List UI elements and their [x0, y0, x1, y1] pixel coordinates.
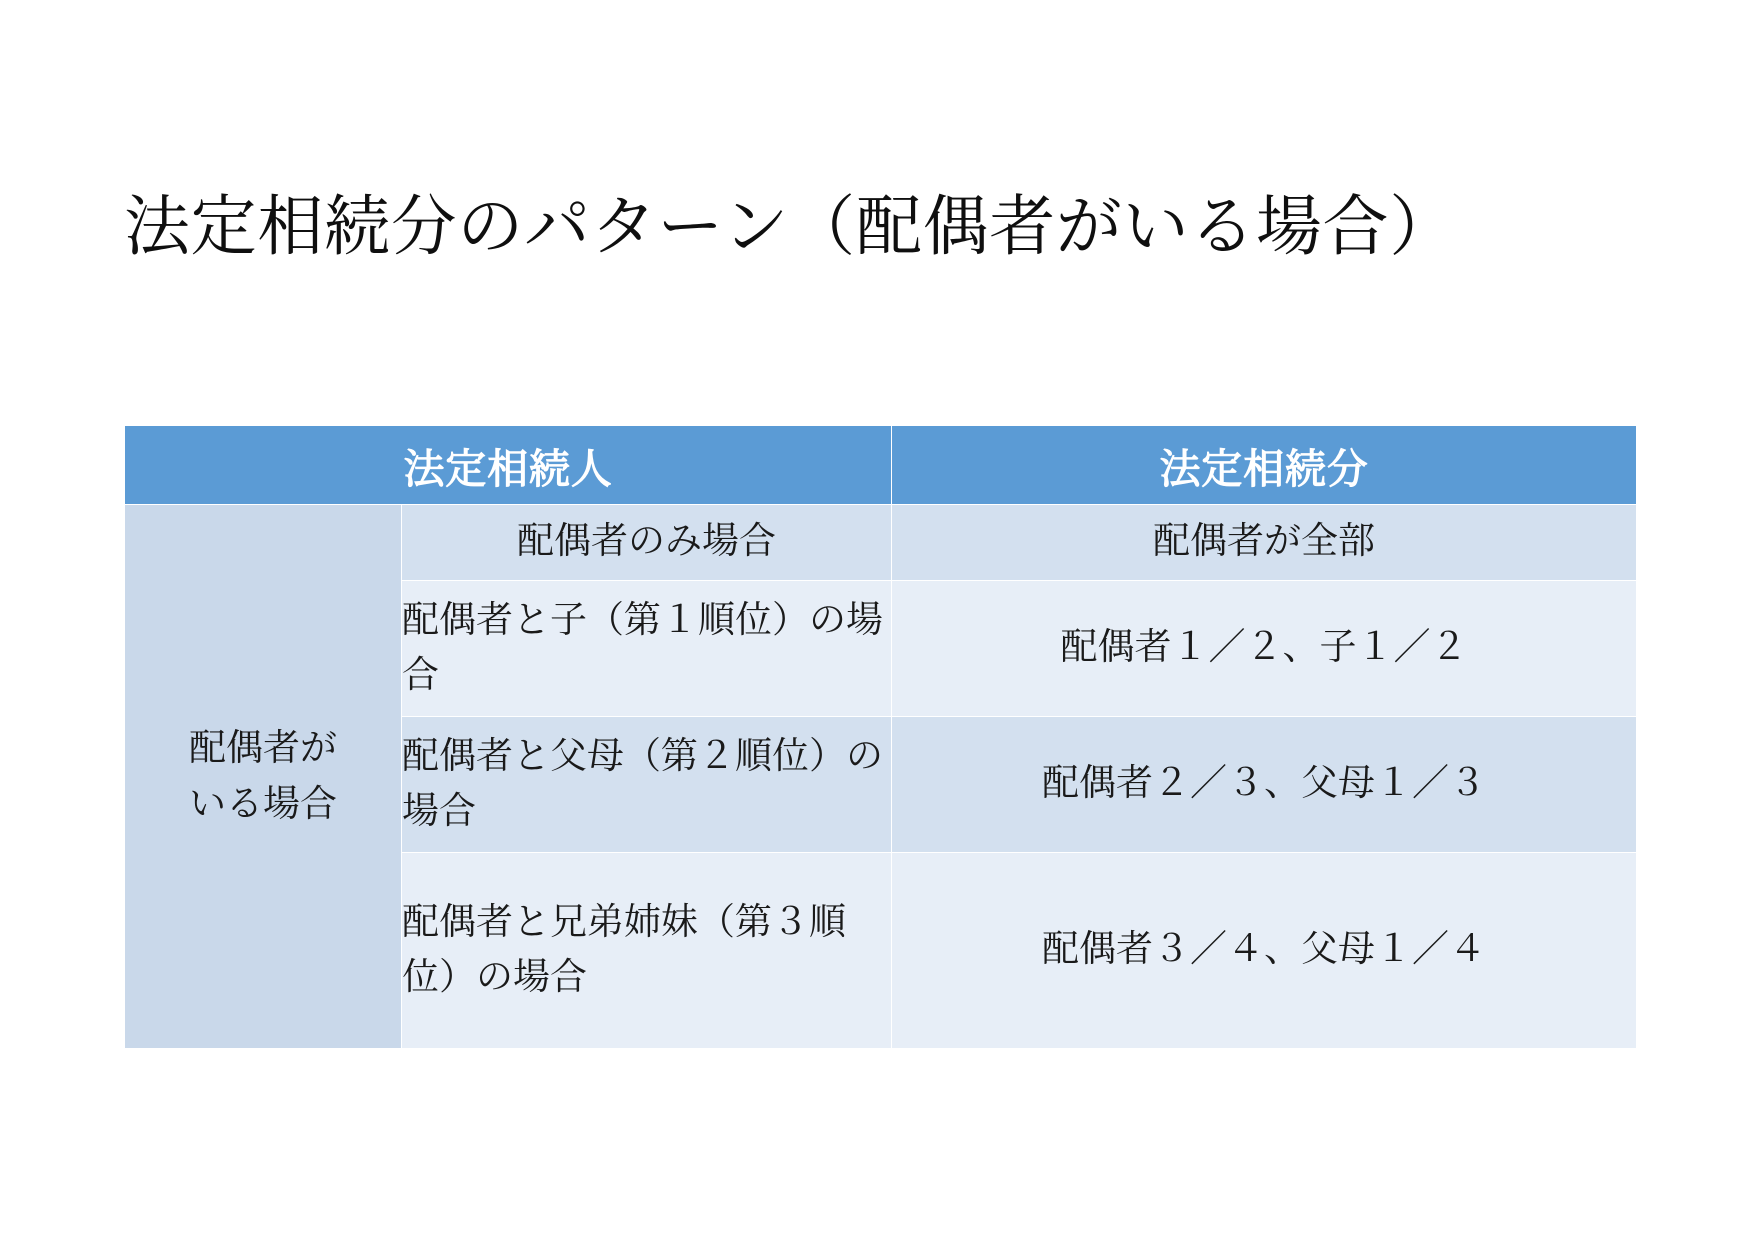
table-row [125, 505, 1637, 581]
category-label-line-1: 配偶者が [189, 728, 337, 769]
column-header-heir: 法定相続人 [125, 426, 892, 505]
heir-cell: 配偶者と子（第１順位）の場合 [402, 581, 892, 717]
legal-share-table [124, 425, 1637, 1049]
category-cell-spouse-exists [125, 505, 402, 1049]
share-cell: 配偶者１／２、子１／２ [892, 581, 1637, 717]
heir-cell: 配偶者と兄弟姉妹（第３順位）の場合 [402, 853, 892, 1049]
share-cell: 配偶者が全部 [892, 505, 1637, 581]
heir-cell: 配偶者のみ場合 [402, 505, 892, 581]
column-header-share: 法定相続分 [892, 426, 1637, 505]
table-header-row [125, 426, 1637, 505]
legal-share-table-container [124, 425, 1636, 1049]
category-label-line-2: いる場合 [189, 783, 337, 825]
share-cell: 配偶者３／４、父母１／４ [892, 853, 1637, 1049]
heir-cell: 配偶者と父母（第２順位）の場合 [402, 717, 892, 853]
share-cell: 配偶者２／３、父母１／３ [892, 717, 1637, 853]
page-title: 法定相続分のパターン（配偶者がいる場合） [124, 191, 1456, 264]
